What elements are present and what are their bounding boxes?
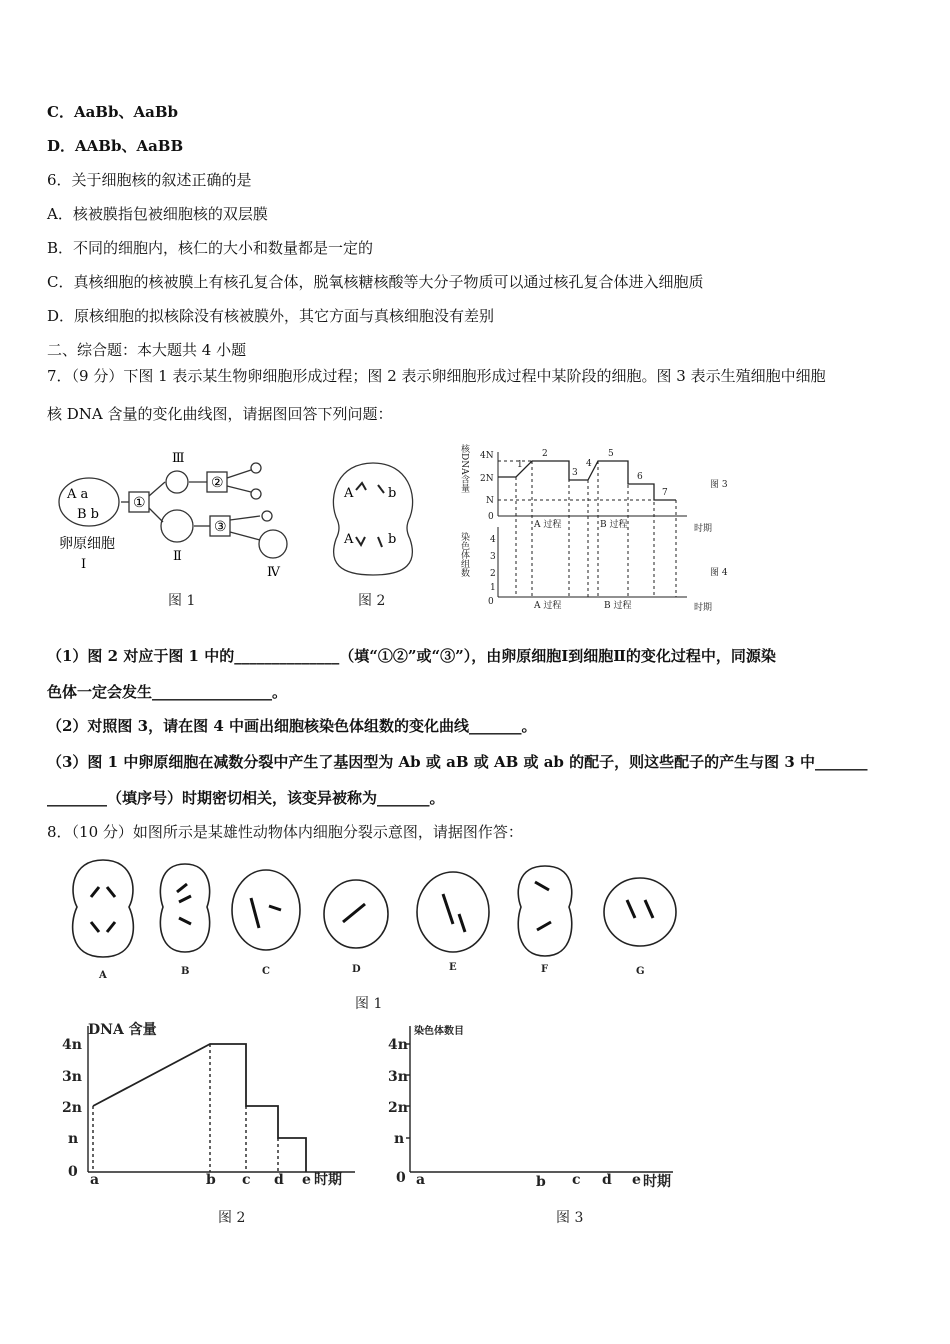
q7-figure-3-4 [459, 432, 752, 622]
q8-figure-3 [388, 1020, 688, 1230]
seg-4: 4 [586, 459, 592, 469]
q8-fig2-tick-2n: 2n [62, 1100, 82, 1116]
fig4-tick-4: 4 [490, 535, 496, 545]
q6-stem: 6．关于细胞核的叙述正确的是 [47, 171, 252, 189]
q8-fig3-x-a: a [416, 1172, 426, 1188]
q8-fig2-tick-3n: 3n [62, 1069, 82, 1085]
fig4-tick-1: 1 [490, 583, 496, 593]
q8-figure-2 [60, 1020, 370, 1230]
q7-figure-1 [55, 440, 305, 620]
q8-fig2-x-a: a [90, 1172, 100, 1188]
q8-fig2-caption: 图 2 [218, 1210, 246, 1226]
roman-1: Ⅰ [81, 557, 87, 572]
cell-f [518, 866, 572, 956]
dividing-cell-outline [333, 463, 412, 575]
fig4-caption: 图 4 [710, 568, 728, 578]
fig3-ylabel: 核DNA含量 [459, 444, 469, 493]
step-1-label: ① [133, 495, 146, 511]
step-2-label: ② [211, 475, 224, 491]
seg-2: 2 [542, 449, 548, 459]
q8-fig3-x-b: b [536, 1174, 546, 1190]
cell-label-a: A [99, 970, 107, 981]
q8-figure-1 [55, 852, 695, 1017]
q5-option-c: C．AaBb、AaBb [47, 103, 178, 121]
seg-3: 3 [572, 468, 578, 478]
q8-fig3-tick-2n: 2n [388, 1100, 408, 1116]
q8-fig2-xlabel: 时期 [314, 1172, 342, 1188]
fig4-tick-0: 0 [488, 597, 494, 607]
q6-option-b: B．不同的细胞内，核仁的大小和数量都是一定的 [47, 239, 374, 257]
q8-fig3-x-e: e [632, 1172, 641, 1188]
fig3-tick-4n: 4N [480, 451, 494, 461]
q8-fig3-tick-n: n [394, 1131, 405, 1147]
q8-fig3-xlabel: 时期 [643, 1174, 671, 1190]
fig1-caption: 图 1 [168, 593, 196, 609]
step-3-label: ③ [214, 519, 227, 535]
fig4-tick-3: 3 [490, 552, 496, 562]
q8-fig2-tick-4n: 4n [62, 1037, 82, 1053]
section-heading: 二、综合题：本大题共 4 小题 [47, 341, 247, 359]
seg-1: 1 [517, 460, 523, 470]
q8-fig3-x-c: c [572, 1172, 581, 1188]
q7-stem-line2: 核 DNA 含量的变化曲线图，请据图回答下列问题： [47, 405, 393, 423]
fig2-allele-bottom-right: b [388, 532, 397, 547]
q8-fig3-tick-4n: 4n [388, 1037, 408, 1053]
fig3-tick-n: N [486, 496, 494, 506]
fig4-tick-2: 2 [490, 569, 496, 579]
q7-sub2: （2）对照图 3，请在图 4 中画出细胞核染色体组数的变化曲线_______。 [47, 717, 537, 735]
fig2-allele-top-right: b [388, 486, 397, 501]
genes-aa: A a [67, 487, 89, 502]
fig3-proc-b: B 过程 [600, 520, 628, 530]
q8-fig2-tick-0: 0 [68, 1164, 78, 1180]
roman-4: Ⅳ [267, 565, 280, 580]
q7-sub3-line1: （3）图 1 中卵原细胞在减数分裂中产生了基因型为 Ab 或 aB 或 AB 或 ab 的配子，则这些配子的产生与图 3 中_______ [47, 753, 868, 771]
q7-sub3-line2: ________（填序号）时期密切相关，该变异被称为_______。 [47, 789, 445, 807]
cell-e [417, 872, 489, 952]
cell-label-e: E [449, 962, 457, 973]
q8-fig3-caption: 图 3 [556, 1210, 584, 1226]
q8-fig2-x-d: d [274, 1172, 284, 1188]
q6-option-d: D．原核细胞的拟核除没有核被膜外，其它方面与真核细胞没有差别 [47, 307, 495, 325]
seg-5: 5 [608, 449, 614, 459]
q8-fig2-ylabel: DNA 含量 [88, 1022, 157, 1038]
q8-fig3-x-d: d [602, 1172, 612, 1188]
q8-fig3-tick-3n: 3n [388, 1069, 408, 1085]
cell-label-b: B [181, 966, 190, 977]
q7-sub1-line2: 色体一定会发生________________。 [47, 683, 288, 701]
fig2-allele-bottom-left: A [344, 532, 354, 547]
cell-g [604, 878, 676, 946]
q8-fig2-x-c: c [242, 1172, 251, 1188]
cell-3 [166, 471, 188, 493]
roman-3: Ⅲ [172, 451, 185, 466]
fig2-caption: 图 2 [358, 593, 386, 609]
fig4-proc-b: B 过程 [604, 601, 632, 611]
q8-dna-curve [93, 1044, 306, 1172]
cell-label-g: G [636, 966, 645, 977]
cell-label-c: C [262, 966, 270, 977]
cell-a [73, 860, 134, 957]
cell-4 [259, 530, 287, 558]
oogonium-label: 卵原细胞 [59, 536, 115, 552]
cell-label-f: F [541, 964, 549, 975]
q7-stem-line1: 7．（9 分）下图 1 表示某生物卵细胞形成过程；图 2 表示卵细胞形成过程中某阶段的细胞。图 3 表示生殖细胞中细胞 [47, 367, 826, 385]
q8-fig2-x-e: e [302, 1172, 311, 1188]
q6-option-a: A．核被膜指包被细胞核的双层膜 [47, 205, 268, 223]
cell-label-d: D [352, 964, 361, 975]
q7-sub1-line1: （1）图 2 对应于图 1 中的______________（填“①②”或“③”），由卵原细胞Ⅰ到细胞Ⅱ的变化过程中，同源染 [47, 647, 776, 665]
q8-fig2-x-b: b [206, 1172, 216, 1188]
cell-d [324, 880, 388, 948]
fig3-tick-2n: 2N [480, 474, 494, 484]
fig4-ylabel: 染色体组数 [459, 532, 469, 577]
q8-stem: 8．（10 分）如图所示是某雄性动物体内细胞分裂示意图，请据图作答： [47, 823, 523, 841]
q7-figure-2 [318, 455, 428, 620]
fig2-allele-top-left: A [344, 486, 354, 501]
fig3-proc-a: A 过程 [534, 520, 562, 530]
seg-6: 6 [637, 472, 643, 482]
roman-2: Ⅱ [173, 549, 182, 564]
seg-7: 7 [662, 488, 668, 498]
q5-option-d: D．AABb、AaBB [47, 137, 184, 155]
cell-b [160, 864, 209, 952]
fig4-xlabel: 时期 [694, 603, 713, 613]
fig4-proc-a: A 过程 [534, 601, 562, 611]
q8-fig3-ylabel: 染色体数目 [414, 1026, 464, 1037]
cell-2 [161, 510, 193, 542]
q8-fig1-caption: 图 1 [355, 996, 383, 1012]
fig3-caption: 图 3 [710, 480, 728, 490]
fig3-tick-0: 0 [488, 512, 494, 522]
cell-c [232, 870, 300, 950]
q8-fig3-tick-0: 0 [396, 1170, 406, 1186]
q8-fig2-tick-n: n [68, 1131, 79, 1147]
genes-bb: B b [77, 507, 100, 522]
q6-option-c: C．真核细胞的核被膜上有核孔复合体，脱氧核糖核酸等大分子物质可以通过核孔复合体进入细胞质 [47, 273, 704, 291]
fig3-xlabel: 时期 [694, 524, 713, 534]
